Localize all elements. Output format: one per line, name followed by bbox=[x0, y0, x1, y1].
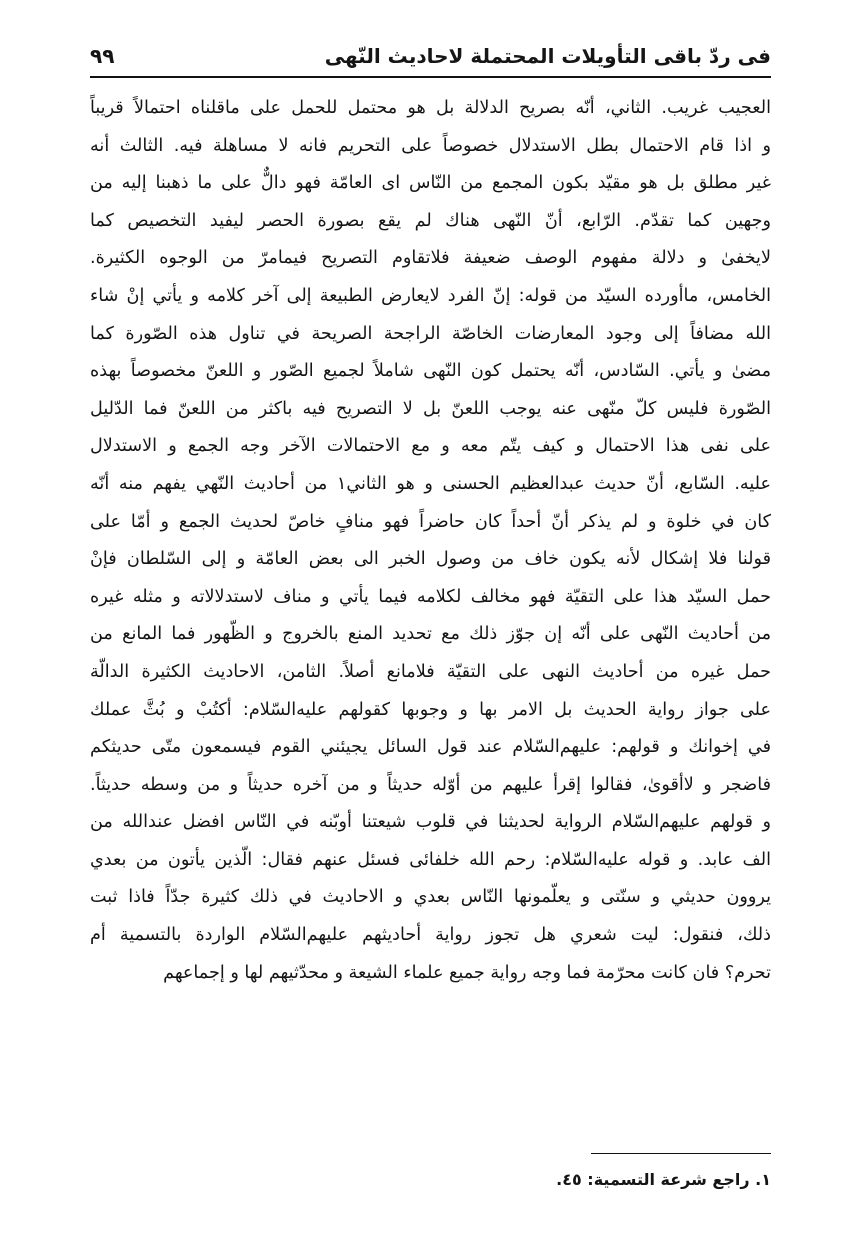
text-line: فاضجر و لاأقوىٰ، فقالوا إقرأ عليهم من أوّله حديثاً و من آخره حديثاً و من وسطه حديثاً. bbox=[90, 774, 771, 795]
text-line: العجيب غريب. الثاني، أنّه بصريح الدلالة بل هو محتمل للحمل على ماقلناه احتمالاً قريباً bbox=[90, 98, 771, 118]
text-line: يروون حديثي و سنّتى و يعلّمونها النّاس بعدي و الاحاديث في ذلك كثيرة جدّاً فاذا ثبت bbox=[90, 887, 771, 908]
text-line: مضىٰ و يأتي. السّادس، أنّه يحتمل كون النّهى شاملاً لجميع الصّور و اللعنّ مخصوصاً بهذه bbox=[90, 361, 771, 382]
text-line: كان في خلوة و لم يذكر أنّ أحداً كان حاضراً فهو منافٍ خاصّ لحديث الجمع و أمّا على bbox=[90, 511, 771, 532]
text-line: على نفى هذا الاحتمال و كيف يتّم معه و مع الاحتمالات الآخر وجه الجمع و الاستدلال bbox=[90, 436, 771, 457]
text-line: الله مضافاً إلى وجود المعارضات الخاصّة الراجحة الصريحة في تناول هذه الصّورة كما bbox=[90, 323, 771, 344]
text-line: تحرم؟ فان كانت محرّمة فما وجه رواية جميع علماء الشيعة و محدّثيهم لها و إجماعهم bbox=[163, 962, 771, 983]
text-line: في إخوانك و قولهم: عليهم‌السّلام عند قول السائل يجيئني القوم فيسمعون متّى حديثكم bbox=[90, 737, 771, 758]
text-line: غير مطلق بل هو مقيّد بكون المجمع من النّاس اى العامّة فهو دالٌّ على ما ذهبنا إليه من bbox=[90, 173, 771, 194]
text-line: عليه. السّابع، أنّ حديث عبدالعظيم الحسنى و هو الثاني١ من أحاديث النّهي يفهم منه أنّه bbox=[90, 473, 771, 494]
text-line: الخامس، ماأورده السيّد من قوله: إنّ الفرد لايعارض الطبيعة إلى آخر كلامه و يأتي إنْ شاء bbox=[90, 285, 771, 306]
text-line: حمل السيّد هذا على التقيّة فهو مخالف لكلامه فيما يأتي و مناف لاستدلالاته و مثله غيره bbox=[90, 586, 771, 607]
text-line: قولنا فلا إشكال لأنه يكون خاف من وصول الخبر الى بعض العامّة و إلى السّلطان فإنْ bbox=[90, 549, 771, 570]
text-line: الف عابد. و قوله عليه‌السّلام: رحم الله خلفائى فسئل عنهم فقال: الّذين يأتون من بعدي bbox=[90, 849, 771, 870]
text-line: على جواز رواية الحديث بل الامر بها و وجوبها كقولهم عليه‌السّلام: أكتُبْ و بُثَّ عملك bbox=[90, 699, 771, 720]
body-text bbox=[90, 90, 771, 992]
text-line: الصّورة فليس كلّ منّهى عنه يوجب اللعنّ بل لا التصريح فيه باكثر من اللعنّ فما الدّليل bbox=[90, 398, 771, 419]
text-line: لايخفىٰ و دلالة مفهوم الوصف ضعيفة فلاتقاوم التصريح فيمامرّ من الوجوه الكثيرة. bbox=[90, 248, 771, 269]
footnote: ١. راجع شرعة التسمية: ٤٥. bbox=[556, 1170, 771, 1189]
page-number: ٩٩ bbox=[90, 44, 115, 68]
text-line: وجهين كما تقدّم. الرّابع، أنّ النّهى هناك لم يقع بصورة الحصر ليفيد التخصيص كما bbox=[90, 210, 771, 231]
text-line: و قولهم عليهم‌السّلام الرواية لحديثنا في قلوب شيعتنا أوبّنه في النّاس افضل عندالله من bbox=[90, 812, 771, 833]
running-head bbox=[90, 40, 771, 78]
text-line: من أحاديث النّهى على أنّه إن جوّز ذلك مع تحديد المنع بالخروج و الظّهور فما المانع من bbox=[90, 624, 771, 645]
text-line: و اذا قام الاحتمال بطل الاستدلال خصوصاً على التحريم فانه لا مساهلة فيه. الثالث أنه bbox=[90, 135, 771, 156]
text-line: حمل غيره من أحاديث النهى على التقيّة فلامانع أصلاً. الثامن، الاحاديث الكثيرة الدالّة bbox=[90, 661, 771, 682]
text-line: ذلك، فنقول: ليت شعري هل تجوز رواية أحاديثهم عليهم‌السّلام الواردة بالتسمية أم bbox=[90, 925, 771, 946]
running-title: فى ردّ باقى التأويلات المحتملة لاحاديث النّهى bbox=[324, 44, 771, 68]
footnote-divider bbox=[591, 1153, 771, 1154]
